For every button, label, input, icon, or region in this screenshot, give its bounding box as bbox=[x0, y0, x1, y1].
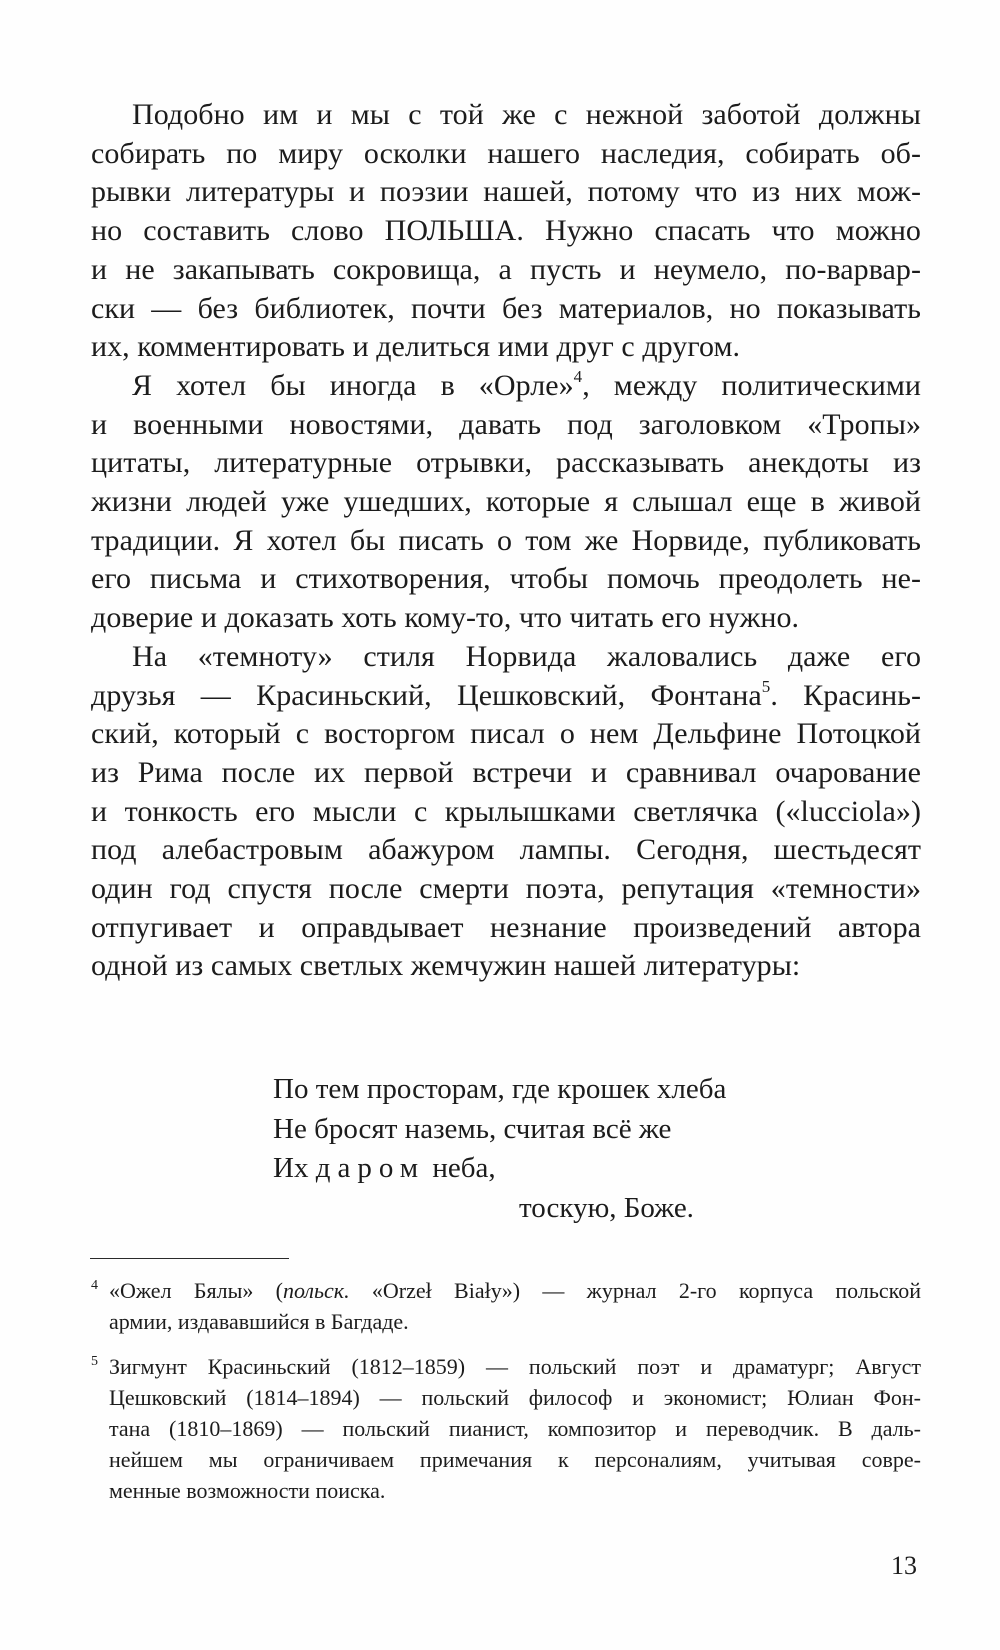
text-fragment: . Красинь- bbox=[770, 678, 921, 712]
footnote-fragment: «Orzeł Biały») — журнал 2-го корпуса польской bbox=[349, 1278, 921, 1303]
poem-fragment: Их bbox=[273, 1152, 309, 1184]
page-number: 13 bbox=[891, 1551, 917, 1580]
footnote-mark: 4 bbox=[91, 1278, 98, 1293]
footnote-line: менные возможности поиска. bbox=[109, 1478, 386, 1503]
poem-line: По тем просторам, где крошек хлеба bbox=[273, 1073, 727, 1105]
text-line: их, комментировать и делиться ими друг с другом. bbox=[91, 330, 741, 364]
text-line: и военными новостями, давать под заголовком «Тропы» bbox=[91, 407, 921, 441]
footnote-line: Цешковский (1814–1894) — польский философ и экономист; Юлиан Фон- bbox=[109, 1385, 921, 1410]
text-line: доверие и доказать хоть кому-то, что читать его нужно. bbox=[91, 601, 800, 635]
poem-fragment: неба, bbox=[432, 1152, 496, 1184]
text-line: рывки литературы и поэзии нашей, потому что из них мож- bbox=[91, 175, 921, 209]
text-line: его письма и стихотворения, чтобы помочь преодолеть не- bbox=[91, 562, 921, 596]
poem-line: тоскую, Боже. bbox=[519, 1191, 694, 1224]
footnote-line: армии, издававшийся в Багдаде. bbox=[109, 1309, 409, 1334]
text-line: но составить слово ПОЛЬША. Нужно спасать что можно bbox=[91, 214, 921, 248]
text-line: и тонкость его мысли с крылышками светлячка («lucciola») bbox=[91, 794, 921, 828]
paragraph-3 bbox=[91, 638, 921, 986]
footnote-5 bbox=[91, 1351, 921, 1506]
poem-line bbox=[273, 1149, 726, 1189]
footnote-italic: польск. bbox=[282, 1278, 350, 1303]
footnote-divider bbox=[90, 1258, 289, 1259]
poem-quote bbox=[273, 1070, 726, 1228]
text-line: ский, который с восторгом писал о нем Дельфине Потоцкой bbox=[91, 717, 921, 751]
text-line: жизни людей уже ушедших, которые я слышал еще в живой bbox=[91, 485, 921, 519]
footnote-ref-5[interactable]: 5 bbox=[761, 676, 771, 696]
text-fragment: Я хотел бы иногда в «Орле» bbox=[132, 368, 574, 402]
text-line: цитаты, литературные отрывки, рассказывать анекдоты из bbox=[91, 446, 921, 480]
footnote-fragment: «Ожел Бялы» ( bbox=[109, 1278, 283, 1303]
footnote-line bbox=[91, 1351, 921, 1382]
footnotes bbox=[91, 1275, 921, 1520]
text-fragment: друзья — Красиньский, Цешковский, Фонтана bbox=[91, 678, 762, 712]
text-line bbox=[91, 677, 921, 716]
text-line: одной из самых светлых жемчужин нашей литературы: bbox=[91, 949, 801, 983]
footnote-line: тана (1810–1869) — польский пианист, композитор и переводчик. В даль- bbox=[109, 1416, 921, 1441]
text-line: под алебастровым абажуром лампы. Сегодня, шестьдесят bbox=[91, 833, 921, 867]
main-text bbox=[91, 96, 921, 986]
text-line: традиции. Я хотел бы писать о том же Норвиде, публиковать bbox=[91, 523, 921, 557]
footnote-mark: 5 bbox=[91, 1354, 98, 1369]
text-line: из Рима после их первой встречи и сравнивал очарование bbox=[91, 755, 921, 789]
footnote-ref-4[interactable]: 4 bbox=[573, 366, 583, 386]
poem-line: Не бросят наземь, считая всё же bbox=[273, 1112, 672, 1145]
text-line: На «темноту» стиля Норвида жаловались даже его bbox=[132, 639, 921, 673]
text-line: ски — без библиотек, почти без материалов, но показывать bbox=[91, 291, 921, 325]
text-fragment: , между политическими bbox=[582, 368, 922, 402]
text-line: и не закапывать сокровища, а пусть и неумело, по-варвар- bbox=[91, 252, 921, 286]
paragraph-1 bbox=[91, 96, 921, 367]
paragraph-2 bbox=[91, 367, 921, 638]
text-line bbox=[91, 367, 921, 406]
text-line: один год спустя после смерти поэта, репутация «темности» bbox=[91, 872, 921, 906]
footnote-fragment: Зигмунт Красиньский (1812–1859) — польский поэт и драматург; Август bbox=[109, 1354, 921, 1379]
text-line: Подобно им и мы с той же с нежной заботой должны bbox=[132, 98, 921, 131]
text-line: отпугивает и оправдывает незнание произведений автора bbox=[91, 910, 921, 944]
text-line: собирать по миру осколки нашего наследия, собирать об- bbox=[91, 136, 921, 170]
footnote-4 bbox=[91, 1275, 921, 1337]
poem-spaced-word: даром bbox=[315, 1152, 426, 1184]
footnote-line: нейшем мы ограничиваем примечания к персоналиям, учитывая совре- bbox=[109, 1447, 921, 1472]
footnote-line bbox=[91, 1275, 921, 1306]
